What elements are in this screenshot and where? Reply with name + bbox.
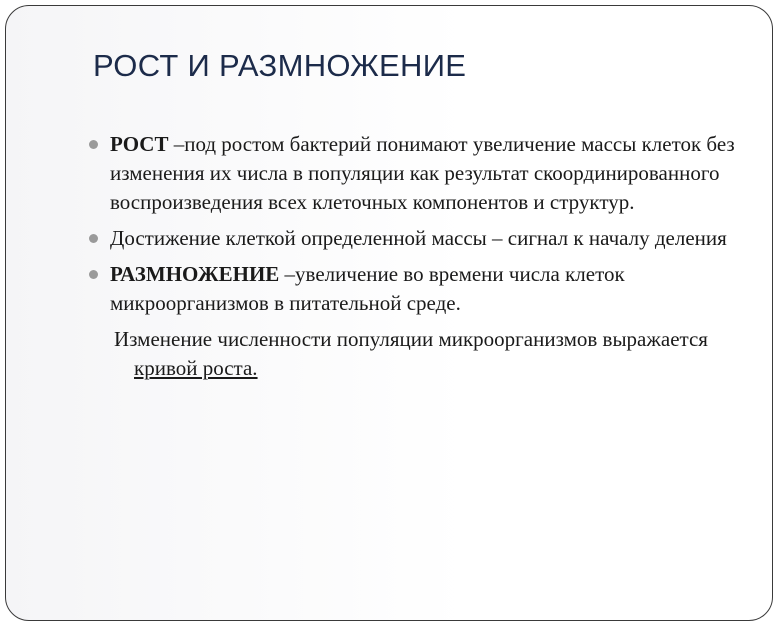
definition-growth: –под ростом бактерий понимают увеличение массы клеток без изменения их числа в популяции как результат скоординированного воспроизведения всех клеточных компонентов и структур. [110, 132, 735, 214]
bullet-item-reproduction [110, 260, 750, 318]
bullet-dot-icon [89, 270, 98, 279]
growth-curve-note [114, 325, 750, 383]
slide-frame [5, 5, 773, 621]
term-growth: РОСТ [110, 132, 169, 156]
bullet-dot-icon [89, 140, 98, 149]
term-reproduction: РАЗМНОЖЕНИЕ [110, 262, 280, 286]
bullet-item-growth [110, 130, 750, 217]
note-text: Изменение численности популяции микроорганизмов выражается [114, 327, 708, 351]
bullet-dot-icon [89, 234, 98, 243]
slide-title: РОСТ И РАЗМНОЖЕНИЕ [93, 48, 467, 83]
growth-curve-link[interactable]: кривой роста. [134, 356, 258, 380]
mass-signal-text: Достижение клеткой определенной массы – сигнал к началу деления [110, 226, 727, 250]
bullet-item-mass-signal [110, 224, 750, 253]
definition-reproduction: –увеличение во времени числа клеток микроорганизмов в питательной среде. [110, 262, 625, 315]
slide-body [110, 130, 750, 383]
